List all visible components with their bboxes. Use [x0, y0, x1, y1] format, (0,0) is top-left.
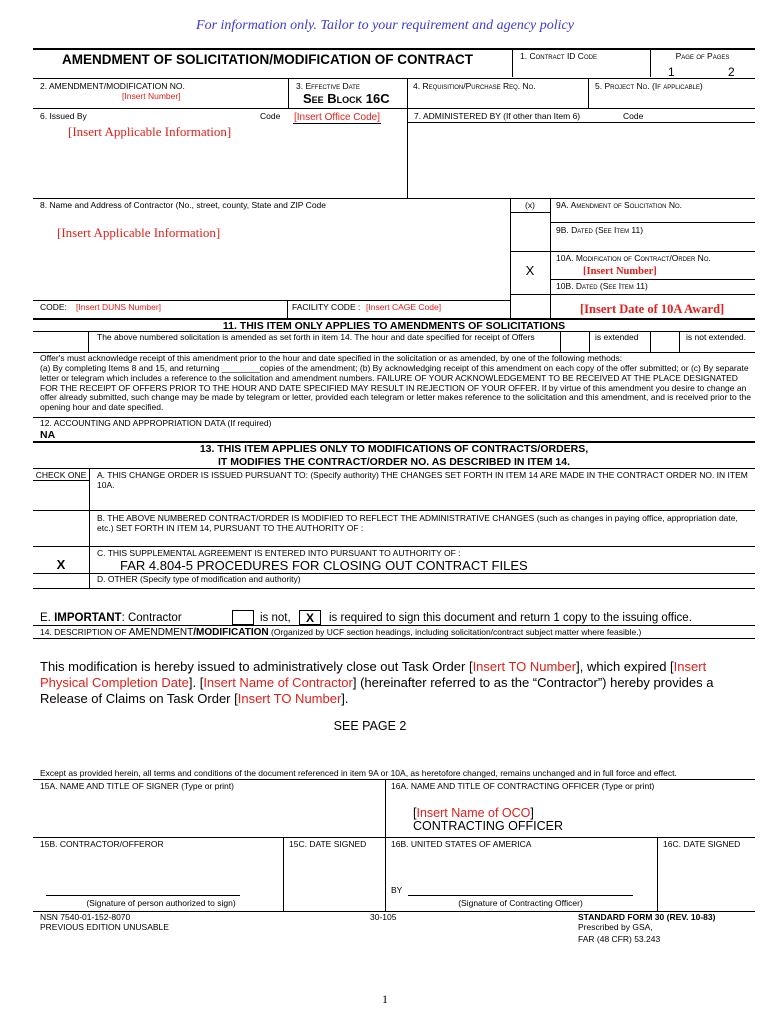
- desc-part-2: ], which expired [: [576, 659, 674, 674]
- item14-label: [40, 627, 641, 639]
- desc-to-number-2[interactable]: Insert TO Number: [237, 691, 342, 706]
- desc-part-3: ]. [: [188, 675, 204, 690]
- item15a-label: 15A. NAME AND TITLE OF SIGNER (Type or print): [40, 781, 234, 791]
- is-not-checkbox[interactable]: [232, 610, 254, 625]
- item12-label: 12. ACCOUNTING AND APPROPRIATION DATA (If required): [40, 418, 272, 428]
- see-page-2: SEE PAGE 2: [333, 719, 407, 733]
- co-signature-line[interactable]: [408, 895, 633, 896]
- description-text: [40, 659, 752, 707]
- prescribed-by: Prescribed by GSA,: [578, 922, 653, 932]
- desc-part-4: ] (hereinafter referred to as the “Contractor”) hereby provides a Release of Claims on Task Order [: [40, 675, 714, 706]
- item13c-mark[interactable]: X: [56, 557, 66, 572]
- page-number: 1: [668, 65, 675, 79]
- item4-label: 4. Requisition/Purchase Req. No.: [413, 81, 536, 91]
- item10a-mark[interactable]: X: [525, 263, 535, 278]
- desc-part-5: ].: [341, 691, 349, 706]
- important-word: IMPORTANT: [54, 612, 122, 624]
- item6-code-value[interactable]: [Insert Office Code]: [294, 112, 380, 123]
- is-not-label: is not,: [260, 612, 291, 624]
- item13a-text: A. THIS CHANGE ORDER IS ISSUED PURSUANT TO: (Specify authority) THE CHANGES SET FORTH IN ITEM 14 ARE MADE IN THE CONTRACT ORDER NO. IN ITEM 10A.: [97, 470, 748, 490]
- contract-id-code-label: 1. Contract ID Code: [520, 51, 597, 61]
- item15c-label: 15C. DATE SIGNED: [289, 839, 367, 849]
- item11-checkbox-not-extended[interactable]: [650, 331, 680, 352]
- contractor-signature-line[interactable]: [46, 895, 240, 896]
- form-title: AMENDMENT OF SOLICITATION/MODIFICATION OF CONTRACT: [62, 52, 473, 67]
- item6-code-label: Code: [260, 111, 281, 121]
- item13c-text: C. THIS SUPPLEMENTAL AGREEMENT IS ENTERED INTO PURSUANT TO AUTHORITY OF :: [97, 548, 461, 558]
- item16b-label: 16B. UNITED STATES OF AMERICA: [391, 839, 532, 849]
- important-row: [40, 612, 182, 625]
- item9a-label: 9A. Amendment of Solicitation No.: [556, 200, 683, 210]
- item13-heading-2: IT MODIFIES THE CONTRACT/ORDER NO. AS DESCRIBED IN ITEM 14.: [218, 456, 570, 468]
- item15b-label: 15B. CONTRACTOR/OFFEROR: [40, 839, 164, 849]
- facility-code-value[interactable]: [Insert CAGE Code]: [366, 302, 442, 312]
- item11-text3: (a) By completing Items 8 and 15, and returning ________copies of the amendment; (b) By acknowledging receipt of this amendment on each copy of the offer submitted; or (c) By separate letter or telegram which includes a reference to the solicitation and amendment numbers. FAILURE OF YOUR ACKNOWLEDGEMENT TO BE RECEIVED AT THE PLACE DESIGNATED FOR THE RECEIPT OF OFFERS PRIOR TO THE HOUR AND DATE SPECIFIED MAY RESULT IN REJECTION OF YOUR OFFER. If by virtue of this amendment you desire to change an offer already submitted, such change may be made by telegram or letter, provided each telegram or letter makes reference to the solicitation and this amendment, and is received prior to the opening hour and date specified.: [40, 363, 751, 413]
- item14-label-3: /MODIFICATION: [193, 627, 269, 638]
- item2-value[interactable]: [Insert Number]: [122, 91, 181, 101]
- item16a-label: 16A. NAME AND TITLE OF CONTRACTING OFFICER (Type or print): [391, 781, 655, 791]
- item13b-text: B. THE ABOVE NUMBERED CONTRACT/ORDER IS MODIFIED TO REFLECT THE ADMINISTRATIVE CHANGES (such as changes in paying office, appropriation date, etc.) SET FORTH IN ITEM 14, PURSUANT TO THE AUTHORITY OF :: [97, 513, 738, 533]
- signature-co-caption: (Signature of Contracting Officer): [458, 898, 583, 908]
- far-reference: FAR (48 CFR) 53.243: [578, 934, 661, 944]
- item10b-value[interactable]: [Insert Date of 10A Award]: [580, 302, 725, 316]
- standard-form-title: STANDARD FORM 30 (REV. 10-83): [578, 912, 716, 922]
- item13-heading-1: 13. THIS ITEM APPLIES ONLY TO MODIFICATIONS OF CONTRACTS/ORDERS,: [199, 443, 589, 455]
- is-extended-label: is extended: [595, 332, 639, 342]
- item9b-label: 9B. Dated (See Item 11): [556, 225, 644, 235]
- item7-label: 7. ADMINISTERED BY (If other than Item 6): [414, 111, 581, 121]
- item8-label: 8. Name and Address of Contractor (No., street, county, State and ZIP Code: [40, 200, 326, 210]
- signature-person-caption: (Signature of person authorized to sign): [86, 898, 236, 908]
- nsn-number: NSN 7540-01-152-8070: [40, 912, 131, 922]
- important-prefix: E.: [40, 612, 55, 624]
- item3-value[interactable]: See Block 16C: [303, 91, 390, 106]
- item6-value[interactable]: [Insert Applicable Information]: [68, 124, 232, 139]
- item14-label-1: 14. DESCRIPTION OF: [40, 627, 129, 637]
- is-required-label: is required to sign this document and return 1 copy to the issuing office.: [329, 612, 692, 624]
- check-one-label: CHECK ONE: [35, 470, 87, 480]
- item10a-value[interactable]: [Insert Number]: [583, 266, 657, 277]
- information-banner: For information only. Tailor to your requirement and agency policy: [196, 18, 574, 33]
- item13d-text: D. OTHER (Specify type of modification and authority): [97, 574, 301, 584]
- item10b-label: 10B. Dated (See Item 11): [556, 281, 648, 291]
- important-contractor: : Contractor: [121, 612, 182, 624]
- x-column-label: (x): [525, 200, 535, 210]
- code-duns-value[interactable]: [Insert DUNS Number]: [76, 302, 162, 312]
- item13c-value[interactable]: FAR 4.804-5 PROCEDURES FOR CLOSING OUT CONTRACT FILES: [120, 558, 528, 573]
- is-required-checkbox[interactable]: X: [299, 610, 321, 625]
- page-footer-number: 1: [382, 992, 388, 1006]
- item10a-label: 10A. Modification of Contract/Order No.: [556, 253, 711, 263]
- item16a-bracket-close: ]: [530, 806, 534, 820]
- form-code: 30-105: [370, 912, 397, 922]
- desc-contractor-name[interactable]: Insert Name of Contractor: [203, 675, 353, 690]
- item8-value[interactable]: [Insert Applicable Information]: [57, 225, 221, 240]
- code-duns-label: CODE:: [40, 302, 67, 312]
- page-of-pages-label: Page of Pages: [675, 51, 730, 61]
- facility-code-label: FACILITY CODE :: [292, 302, 361, 312]
- item3-label: 3. Effective Date: [296, 81, 360, 91]
- desc-to-number-1[interactable]: Insert TO Number: [472, 659, 577, 674]
- item11-checkbox-1[interactable]: [33, 331, 89, 352]
- desc-part-1: This modification is hereby issued to administratively close out Task Order [: [40, 659, 473, 674]
- item16a-oco-name[interactable]: Insert Name of OCO: [416, 806, 531, 820]
- desc-completion-date[interactable]: Insert Physical Completion Date: [40, 659, 707, 690]
- item11-text1: The above numbered solicitation is amended as set forth in item 14. The hour and date specified for receipt of Offers: [97, 332, 535, 342]
- except-text: Except as provided herein, all terms and conditions of the document referenced in item 9A or 10A, as heretofore changed, remains unchanged and in full force and effect.: [40, 768, 677, 778]
- item11-heading: 11. THIS ITEM ONLY APPLIES TO AMENDMENTS OF SOLICITATIONS: [222, 320, 566, 332]
- item11-text2: Offer's must acknowledge receipt of this amendment prior to the hour and date specified in the solicitation or as amended, by one of the following methods:: [40, 353, 623, 363]
- item7-code-label: Code: [623, 111, 644, 121]
- by-label: BY: [391, 885, 403, 895]
- item16c-label: 16C. DATE SIGNED: [663, 839, 741, 849]
- item6-label: 6. Issued By: [40, 111, 87, 121]
- is-not-extended-label: is not extended.: [686, 332, 747, 342]
- item16a-bracket-open: [: [413, 806, 417, 820]
- item12-value[interactable]: NA: [40, 429, 56, 441]
- previous-edition: PREVIOUS EDITION UNUSABLE: [40, 922, 169, 932]
- item2-label: 2. AMENDMENT/MODIFICATION NO.: [40, 81, 185, 91]
- item14-label-4: (Organized by UCF section headings, including solicitation/contract subject matter where feasible.): [268, 627, 642, 637]
- page-total: 2: [728, 65, 735, 79]
- item5-label: 5. Project No. (If applicable): [595, 81, 703, 91]
- item11-checkbox-extended[interactable]: [560, 331, 590, 352]
- item16a-title: CONTRACTING OFFICER: [413, 819, 563, 833]
- item14-label-2: AMENDMENT: [128, 627, 194, 638]
